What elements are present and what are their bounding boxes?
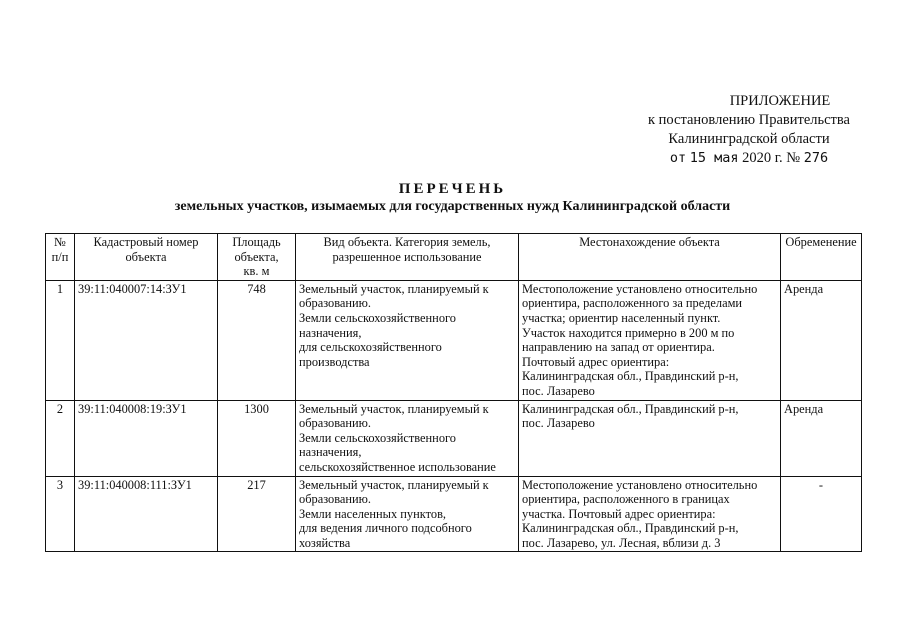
header-num: № п/п (46, 234, 75, 281)
land-plots-table (45, 233, 862, 552)
document-title (0, 180, 905, 216)
year-suffix: 2020 г. № (742, 150, 801, 166)
decree-number: 276 (803, 150, 829, 166)
row-type: Земельный участок, планируемый к образованию. Земли сельскохозяйственного назначения, для сельскохозяйственного производства (296, 280, 519, 400)
row-type: Земельный участок, планируемый к образованию. Земли сельскохозяйственного назначения, сельскохозяйственное использование (296, 400, 519, 476)
header-area: Площадь объекта, кв. м (218, 234, 296, 281)
row-location: Калининградская обл., Правдинский р-н, пос. Лазарево (519, 400, 781, 476)
row-area: 1300 (218, 400, 296, 476)
row-location: Местоположение установлено относительно ориентира, расположенного в границах участка. Почтовый адрес ориентира: Калининградская обл., Правдинский р-н, пос. Лазарево, ул. Лесная, вблизи д. 3 (519, 476, 781, 552)
table-row (46, 280, 862, 400)
title-subtitle: земельных участков, изымаемых для государственных нужд Калининградской области (174, 199, 731, 214)
row-cadastral: 39:11:040007:14:ЗУ1 (75, 280, 218, 400)
header-cadastral: Кадастровый номер объекта (75, 234, 218, 281)
header-location: Местонахождение объекта (519, 234, 781, 281)
title-main: ПЕРЕЧЕНЬ (398, 181, 507, 197)
appendix-heading: ПРИЛОЖЕНИЕ (729, 93, 831, 109)
header-type: Вид объекта. Категория земель, разрешенное использование (296, 234, 519, 281)
row-cadastral: 39:11:040008:19:ЗУ1 (75, 400, 218, 476)
appendix-date-line (648, 149, 850, 168)
header-encumbrance: Обременение (781, 234, 862, 281)
row-encumbrance: - (781, 476, 862, 552)
appendix-region-line: Калининградской области (668, 131, 830, 147)
row-location: Местоположение установлено относительно ориентира, расположенного за пределами участка; ориентир населенный пункт. Участок находится примерно в 200 м по направлению на запад от ориентира. Почтовый адрес ориентира: Калининградская обл., Правдинский р-н, пос. Лазарево (519, 280, 781, 400)
date-value: 15 мая (689, 150, 739, 166)
table-header-row (46, 234, 862, 281)
row-area: 217 (218, 476, 296, 552)
row-num: 2 (46, 400, 75, 476)
table-row (46, 400, 862, 476)
table-row (46, 476, 862, 552)
row-cadastral: 39:11:040008:111:ЗУ1 (75, 476, 218, 552)
row-type: Земельный участок, планируемый к образованию. Земли населенных пунктов, для ведения личного подсобного хозяйства (296, 476, 519, 552)
appendix-block (648, 92, 850, 168)
row-encumbrance: Аренда (781, 280, 862, 400)
date-prefix: от (669, 150, 687, 166)
row-encumbrance: Аренда (781, 400, 862, 476)
row-area: 748 (218, 280, 296, 400)
row-num: 3 (46, 476, 75, 552)
appendix-decree-line: к постановлению Правительства (648, 112, 850, 128)
row-num: 1 (46, 280, 75, 400)
